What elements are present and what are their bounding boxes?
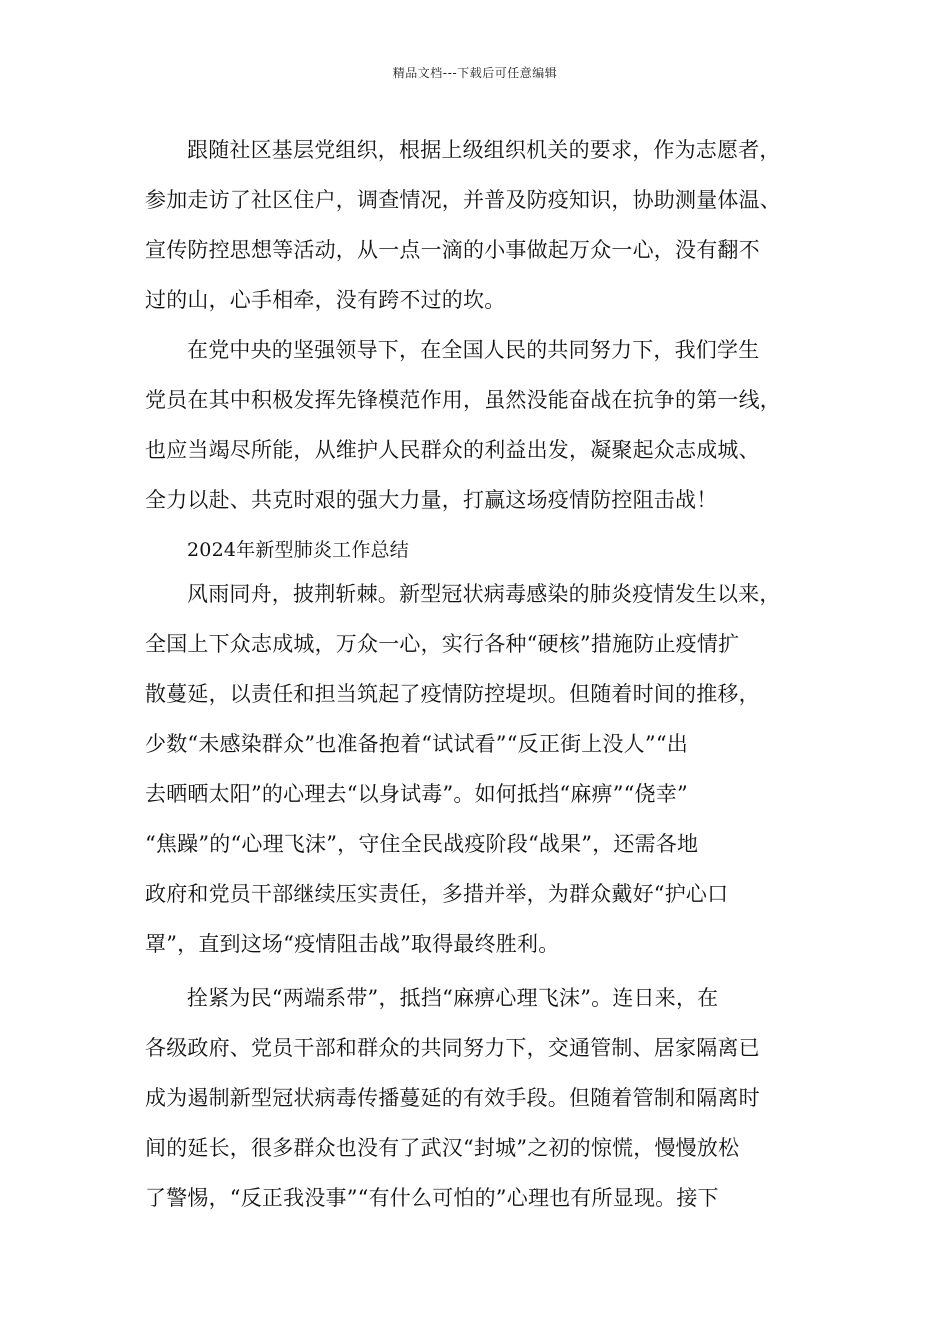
paragraph-line: 宣传防控思想等活动，从一点一滴的小事做起万众一心，没有翻不 bbox=[145, 238, 760, 262]
paragraph-line: 参加走访了社区住户，调查情况，并普及防疫知识，协助测量体温、 bbox=[145, 188, 781, 212]
paragraph-line: 少数“未感染群众”也准备抱着“试试看”“反正街上没人”“出 bbox=[145, 732, 688, 756]
paragraph-line: 了警惕，“反正我没事”“有什么可怕的”心理也有所显现。接下 bbox=[145, 1186, 719, 1210]
paragraph-line: 也应当竭尽所能，从维护人民群众的利益出发，凝聚起众志成城、 bbox=[145, 438, 760, 462]
paragraph-line: 政府和党员干部继续压实责任，多措并举，为群众戴好“护心口 bbox=[145, 882, 729, 906]
paragraph-line: 风雨同舟，披荆斩棘。新型冠状病毒感染的肺炎疫情发生以来， bbox=[187, 582, 781, 606]
paragraph-line: 跟随社区基层党组织，根据上级组织机关的要求，作为志愿者， bbox=[187, 138, 781, 162]
paragraph-line: “焦躁”的“心理飞沫”，守住全民战疫阶段“战果”，还需各地 bbox=[145, 832, 699, 856]
paragraph-line: 党员在其中积极发挥先锋模范作用，虽然没能奋战在抗争的第一线， bbox=[145, 388, 781, 412]
paragraph-line: 罩”，直到这场“疫情阻击战”取得最终胜利。 bbox=[145, 932, 560, 956]
section-heading: 2024年新型肺炎工作总结 bbox=[187, 539, 409, 561]
paragraph-line: 全国上下众志成城，万众一心，实行各种“硬核”措施防止疫情扩 bbox=[145, 632, 740, 656]
paragraph-line: 全力以赴、共克时艰的强大力量，打赢这场疫情防控阻击战！ bbox=[145, 488, 718, 512]
paragraph-line: 散蔓延，以责任和担当筑起了疫情防控堤坝。但随着时间的推移， bbox=[145, 682, 760, 706]
paragraph-line: 间的延长，很多群众也没有了武汉“封城”之初的惊慌，慢慢放松 bbox=[145, 1136, 740, 1160]
paragraph-line: 在党中央的坚强领导下，在全国人民的共同努力下，我们学生 bbox=[187, 338, 760, 362]
paragraph-line: 去晒晒太阳”的心理去“以身试毒”。如何抵挡“麻痹”“侥幸” bbox=[145, 782, 688, 806]
paragraph-line: 拴紧为民“两端系带”，抵挡“麻痹心理飞沫”。连日来，在 bbox=[187, 986, 719, 1010]
paragraph-line: 成为遏制新型冠状病毒传播蔓延的有效手段。但随着管制和隔离时 bbox=[145, 1086, 760, 1110]
page-header: 精品文档---下载后可任意编辑 bbox=[392, 66, 558, 80]
document-body bbox=[145, 133, 805, 1231]
paragraph-line: 过的山，心手相牵，没有跨不过的坎。 bbox=[145, 288, 506, 312]
paragraph-line: 各级政府、党员干部和群众的共同努力下，交通管制、居家隔离已 bbox=[145, 1036, 760, 1060]
